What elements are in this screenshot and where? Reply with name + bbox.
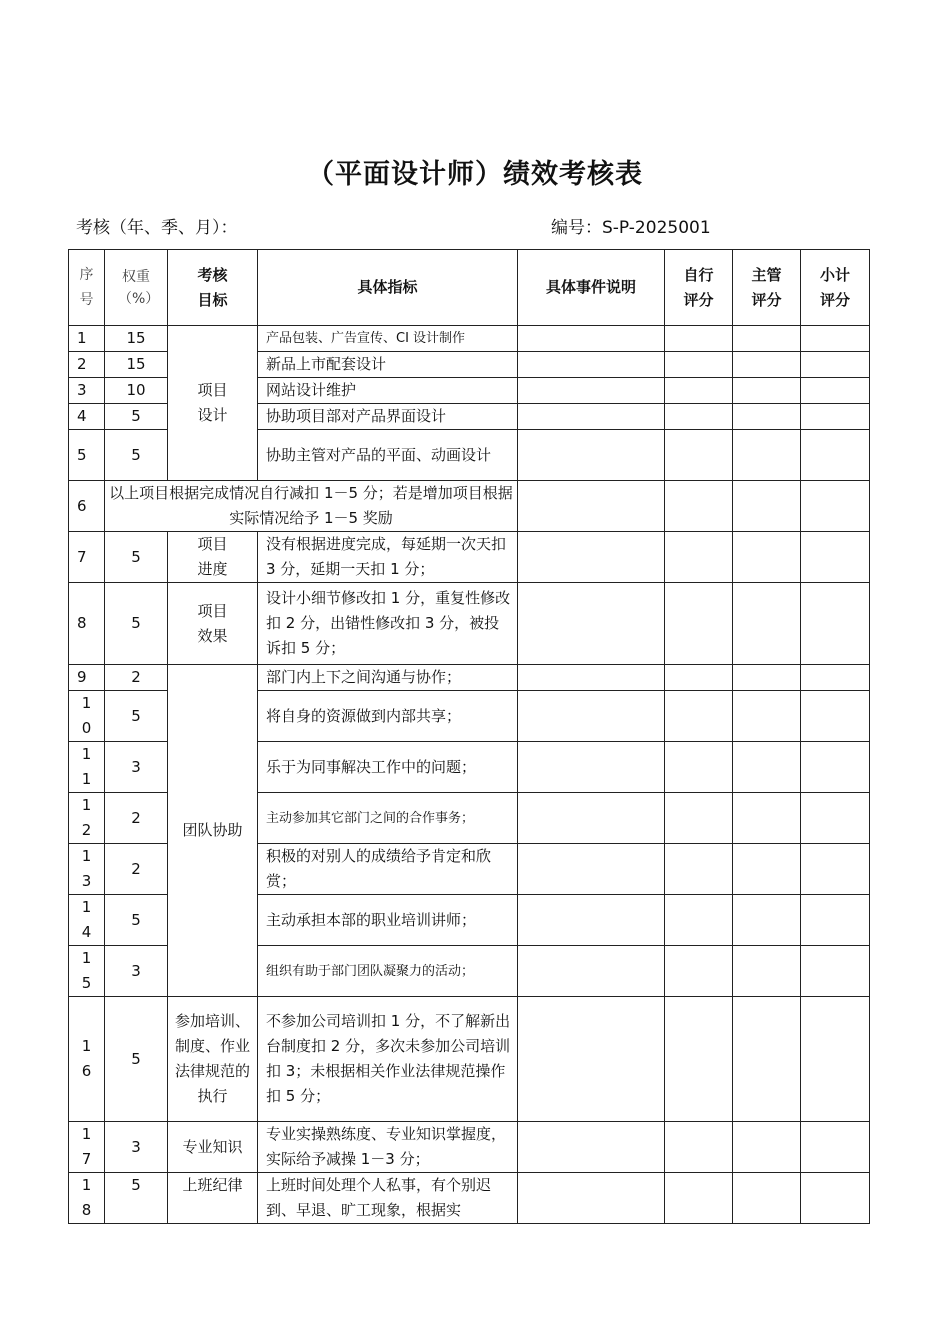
- event-input[interactable]: [518, 691, 665, 742]
- manager-score-input[interactable]: [733, 844, 801, 895]
- goal-cell: 项目设计: [168, 326, 258, 481]
- header-manager-score: 主管评分: [733, 250, 801, 326]
- event-input[interactable]: [518, 326, 665, 352]
- table-row: [69, 1173, 870, 1224]
- indicator-cell: 协助主管对产品的平面、动画设计: [258, 430, 518, 481]
- weight-cell: 5: [105, 895, 168, 946]
- self-score-input[interactable]: [665, 378, 733, 404]
- goal-cell: 参加培训、制度、作业法律规范的执行: [168, 997, 258, 1122]
- self-score-input[interactable]: [665, 997, 733, 1122]
- self-score-input[interactable]: [665, 691, 733, 742]
- event-input[interactable]: [518, 583, 665, 665]
- manager-score-input[interactable]: [733, 895, 801, 946]
- indicator-cell: 不参加公司培训扣 1 分，不了解新出台制度扣 2 分，多次未参加公司培训扣 3；未根据相关作业法律规范操作扣 5 分；: [258, 997, 518, 1122]
- weight-cell: 5: [105, 997, 168, 1122]
- seq-cell: 2: [69, 352, 105, 378]
- event-input[interactable]: [518, 844, 665, 895]
- event-input[interactable]: [518, 532, 665, 583]
- seq-cell: 16: [69, 997, 105, 1122]
- seq-cell: 10: [69, 691, 105, 742]
- manager-score-input[interactable]: [733, 946, 801, 997]
- manager-score-input[interactable]: [733, 430, 801, 481]
- self-score-input[interactable]: [665, 481, 733, 532]
- event-input[interactable]: [518, 1173, 665, 1224]
- event-input[interactable]: [518, 352, 665, 378]
- header-subtotal-score: 小计评分: [801, 250, 870, 326]
- seq-cell: 11: [69, 742, 105, 793]
- seq-cell: 4: [69, 404, 105, 430]
- manager-score-input[interactable]: [733, 352, 801, 378]
- form-code: 编号：S-P-2025001: [551, 218, 711, 238]
- event-input[interactable]: [518, 481, 665, 532]
- weight-cell: 5: [105, 404, 168, 430]
- weight-cell: 5: [105, 532, 168, 583]
- indicator-cell: 产品包装、广告宣传、CI 设计制作: [258, 326, 518, 352]
- subtotal-input[interactable]: [801, 793, 870, 844]
- manager-score-input[interactable]: [733, 532, 801, 583]
- weight-cell: 10: [105, 378, 168, 404]
- self-score-input[interactable]: [665, 326, 733, 352]
- header-row: [69, 250, 870, 326]
- indicator-cell: 主动参加其它部门之间的合作事务；: [258, 793, 518, 844]
- weight-cell: 3: [105, 1122, 168, 1173]
- manager-score-input[interactable]: [733, 742, 801, 793]
- subtotal-input[interactable]: [801, 946, 870, 997]
- seq-cell: 5: [69, 430, 105, 481]
- self-score-input[interactable]: [665, 665, 733, 691]
- self-score-input[interactable]: [665, 793, 733, 844]
- evaluation-table: [68, 249, 870, 1224]
- subtotal-input[interactable]: [801, 532, 870, 583]
- table-row: [69, 532, 870, 583]
- event-input[interactable]: [518, 895, 665, 946]
- event-input[interactable]: [518, 742, 665, 793]
- subtotal-input[interactable]: [801, 844, 870, 895]
- table-row: [69, 1122, 870, 1173]
- weight-cell: 3: [105, 946, 168, 997]
- weight-cell: 5: [105, 583, 168, 665]
- manager-score-input[interactable]: [733, 404, 801, 430]
- weight-cell: 3: [105, 742, 168, 793]
- self-score-input[interactable]: [665, 742, 733, 793]
- weight-cell: 2: [105, 793, 168, 844]
- manager-score-input[interactable]: [733, 665, 801, 691]
- weight-cell: 15: [105, 326, 168, 352]
- table-row: [69, 665, 870, 691]
- seq-cell: 6: [69, 481, 105, 532]
- header-self-score: 自行评分: [665, 250, 733, 326]
- event-input[interactable]: [518, 793, 665, 844]
- goal-cell: 项目进度: [168, 532, 258, 583]
- seq-cell: 9: [69, 665, 105, 691]
- seq-cell: 17: [69, 1122, 105, 1173]
- goal-cell: 上班纪律: [168, 1173, 258, 1224]
- indicator-cell: 将自身的资源做到内部共享；: [258, 691, 518, 742]
- seq-cell: 14: [69, 895, 105, 946]
- indicator-cell: 没有根据进度完成，每延期一次天扣 3 分，延期一天扣 1 分；: [258, 532, 518, 583]
- period-label: 考核（年、季、月）：: [76, 218, 238, 238]
- manager-score-input[interactable]: [733, 997, 801, 1122]
- seq-cell: 15: [69, 946, 105, 997]
- self-score-input[interactable]: [665, 583, 733, 665]
- subtotal-input[interactable]: [801, 378, 870, 404]
- indicator-cell: 上班时间处理个人私事，有个别迟到、早退、旷工现象，根据实: [258, 1173, 518, 1224]
- manager-score-input[interactable]: [733, 1173, 801, 1224]
- subtotal-input[interactable]: [801, 997, 870, 1122]
- event-input[interactable]: [518, 378, 665, 404]
- self-score-input[interactable]: [665, 430, 733, 481]
- seq-cell: 3: [69, 378, 105, 404]
- header-indicator: 具体指标: [258, 250, 518, 326]
- weight-cell: 5: [105, 691, 168, 742]
- indicator-cell: 网站设计维护: [258, 378, 518, 404]
- manager-score-input[interactable]: [733, 326, 801, 352]
- event-input[interactable]: [518, 946, 665, 997]
- event-input[interactable]: [518, 1122, 665, 1173]
- subtotal-input[interactable]: [801, 481, 870, 532]
- goal-cell: 专业知识: [168, 1122, 258, 1173]
- event-input[interactable]: [518, 997, 665, 1122]
- header-seq: 序号: [69, 250, 105, 326]
- note-cell: 以上项目根据完成情况自行减扣 1－5 分；若是增加项目根据实际情况给予 1－5 奖励: [105, 481, 518, 532]
- manager-score-input[interactable]: [733, 793, 801, 844]
- subtotal-input[interactable]: [801, 1173, 870, 1224]
- table-row: [69, 481, 870, 532]
- seq-cell: 1: [69, 326, 105, 352]
- indicator-cell: 协助项目部对产品界面设计: [258, 404, 518, 430]
- subtotal-input[interactable]: [801, 352, 870, 378]
- table-row: [69, 997, 870, 1122]
- indicator-cell: 设计小细节修改扣 1 分，重复性修改扣 2 分，出错性修改扣 3 分，被投诉扣 5 分；: [258, 583, 518, 665]
- indicator-cell: 新品上市配套设计: [258, 352, 518, 378]
- manager-score-input[interactable]: [733, 378, 801, 404]
- weight-cell: 2: [105, 665, 168, 691]
- event-input[interactable]: [518, 430, 665, 481]
- seq-cell: 12: [69, 793, 105, 844]
- table-row: [69, 583, 870, 665]
- subtotal-input[interactable]: [801, 326, 870, 352]
- subtotal-input[interactable]: [801, 895, 870, 946]
- self-score-input[interactable]: [665, 946, 733, 997]
- subtotal-input[interactable]: [801, 665, 870, 691]
- self-score-input[interactable]: [665, 352, 733, 378]
- manager-score-input[interactable]: [733, 691, 801, 742]
- self-score-input[interactable]: [665, 895, 733, 946]
- header-weight: 权重（%）: [105, 250, 168, 326]
- goal-cell: 项目效果: [168, 583, 258, 665]
- subtotal-input[interactable]: [801, 430, 870, 481]
- self-score-input[interactable]: [665, 1122, 733, 1173]
- self-score-input[interactable]: [665, 404, 733, 430]
- table-row: [69, 326, 870, 352]
- subtotal-input[interactable]: [801, 691, 870, 742]
- self-score-input[interactable]: [665, 844, 733, 895]
- indicator-cell: 积极的对别人的成绩给予肯定和欣赏；: [258, 844, 518, 895]
- subtotal-input[interactable]: [801, 742, 870, 793]
- header-event: 具体事件说明: [518, 250, 665, 326]
- manager-score-input[interactable]: [733, 1122, 801, 1173]
- event-input[interactable]: [518, 665, 665, 691]
- seq-cell: 18: [69, 1173, 105, 1224]
- weight-cell: 15: [105, 352, 168, 378]
- weight-cell: 2: [105, 844, 168, 895]
- manager-score-input[interactable]: [733, 583, 801, 665]
- indicator-cell: 主动承担本部的职业培训讲师；: [258, 895, 518, 946]
- subtotal-input[interactable]: [801, 1122, 870, 1173]
- manager-score-input[interactable]: [733, 481, 801, 532]
- indicator-cell: 专业实操熟练度、专业知识掌握度，实际给予减操 1－3 分；: [258, 1122, 518, 1173]
- page-title: （平面设计师）绩效考核表: [307, 159, 643, 190]
- event-input[interactable]: [518, 404, 665, 430]
- self-score-input[interactable]: [665, 1173, 733, 1224]
- weight-cell: 5: [105, 1173, 168, 1224]
- seq-cell: 13: [69, 844, 105, 895]
- indicator-cell: 组织有助于部门团队凝聚力的活动；: [258, 946, 518, 997]
- indicator-cell: 部门内上下之间沟通与协作；: [258, 665, 518, 691]
- seq-cell: 7: [69, 532, 105, 583]
- goal-cell: 团队协助: [168, 665, 258, 997]
- subtotal-input[interactable]: [801, 404, 870, 430]
- self-score-input[interactable]: [665, 532, 733, 583]
- seq-cell: 8: [69, 583, 105, 665]
- indicator-cell: 乐于为同事解决工作中的问题；: [258, 742, 518, 793]
- subtotal-input[interactable]: [801, 583, 870, 665]
- weight-cell: 5: [105, 430, 168, 481]
- header-goal: 考核目标: [168, 250, 258, 326]
